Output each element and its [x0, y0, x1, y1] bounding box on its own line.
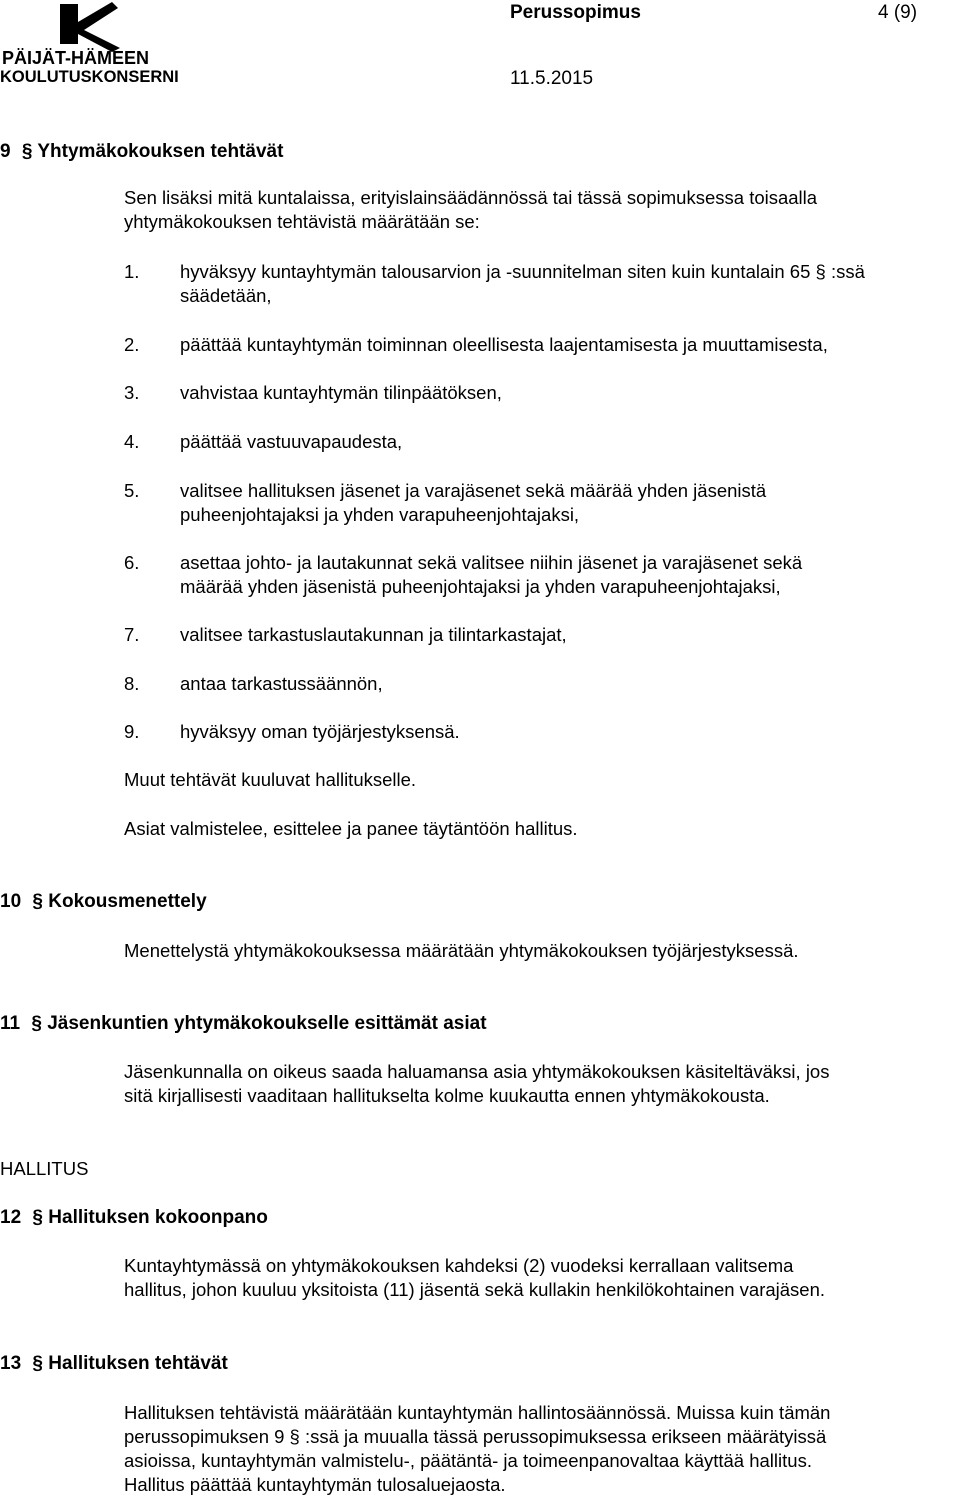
section-title: Hallituksen tehtävät — [48, 1353, 228, 1374]
section-number: 11 — [0, 1013, 21, 1034]
section-sign: § — [32, 1207, 43, 1228]
logo-line1: PÄIJÄT-HÄMEEN — [2, 48, 150, 68]
list-item-number: 9. — [124, 721, 140, 742]
list-item-text: valitsee tarkastuslautakunnan ja tilintarkastajat, — [180, 624, 567, 645]
chapter-label: HALLITUS — [0, 1158, 89, 1179]
paragraph-line: sitä kirjallisesti vaaditaan hallitukselta kolme kuukautta ennen yhtymäkokousta. — [124, 1085, 770, 1106]
section-number: 13 — [0, 1353, 22, 1374]
section-sign: § — [21, 141, 33, 162]
list-item-text: valitsee hallituksen jäsenet ja varajäsenet sekä määrää yhden jäsenistä — [180, 480, 767, 501]
section-sign: § — [31, 1013, 42, 1034]
list-item-text: säädetään, — [180, 285, 272, 306]
section-title: Kokousmenettely — [48, 891, 207, 912]
section-number: 10 — [0, 891, 22, 912]
section-12-text — [124, 1254, 825, 1302]
list-item-text: antaa tarkastussäännön, — [180, 673, 383, 694]
section-title: Hallituksen kokoonpano — [48, 1207, 268, 1228]
list-item-number: 2. — [124, 334, 140, 355]
section-9-intro — [124, 186, 817, 234]
list-item-number: 5. — [124, 480, 140, 501]
list-item-number: 1. — [124, 261, 140, 282]
list-item-text: asettaa johto- ja lautakunnat sekä valitsee niihin jäsenet ja varajäsenet sekä — [180, 552, 803, 573]
list-item-number: 6. — [124, 552, 140, 573]
section-number: 12 — [0, 1207, 22, 1228]
section-number: 9 — [0, 141, 11, 162]
paragraph-line: Hallituksen tehtävistä määrätään kuntayhtymän hallintosäännössä. Muissa kuin tämän — [124, 1402, 831, 1423]
paragraph-line: perussopimuksen 9 § :ssä ja muualla tässä perussopimuksessa erikseen määrätyissä — [124, 1426, 827, 1447]
page-number: 4 (9) — [878, 2, 918, 23]
list-item-text: päättää vastuuvapaudesta, — [180, 431, 403, 452]
section-title: Yhtymäkokouksen tehtävät — [37, 141, 284, 162]
section-12-heading — [0, 1206, 268, 1230]
paragraph-line: Kuntayhtymässä on yhtymäkokouksen kahdeksi (2) vuodeksi kerrallaan valitsema — [124, 1255, 794, 1276]
section-sign: § — [32, 1353, 43, 1374]
list-item-text: vahvistaa kuntayhtymän tilinpäätöksen, — [180, 382, 502, 403]
organization-logo — [0, 0, 190, 86]
list-item-number: 7. — [124, 624, 140, 645]
section-9-outro-2: Asiat valmistelee, esittelee ja panee täytäntöön hallitus. — [124, 818, 578, 839]
intro-line: Sen lisäksi mitä kuntalaissa, erityislainsäädännössä tai tässä sopimuksessa toisaalla — [124, 187, 818, 208]
section-13-heading — [0, 1352, 228, 1376]
document-date: 11.5.2015 — [510, 68, 594, 89]
paragraph-line: Jäsenkunnalla on oikeus saada haluamansa asia yhtymäkokouksen käsiteltäväksi, jos — [124, 1061, 830, 1082]
list-item-text: puheenjohtajaksi ja yhden varapuheenjohtajaksi, — [180, 504, 580, 525]
list-item-text: määrää yhden jäsenistä puheenjohtajaksi ja yhden varapuheenjohtajaksi, — [180, 576, 781, 597]
list-item-text: päättää kuntayhtymän toiminnan oleellisesta laajentamisesta ja muuttamisesta, — [180, 334, 828, 355]
section-title: Jäsenkuntien yhtymäkokoukselle esittämät asiat — [47, 1013, 487, 1034]
paragraph-line: hallitus, johon kuuluu yksitoista (11) jäsentä sekä kullakin henkilökohtainen varajäsen. — [124, 1279, 826, 1300]
list-item-text: hyväksyy oman työjärjestyksensä. — [180, 721, 460, 742]
logo-line2: KOULUTUSKONSERNI — [0, 68, 179, 86]
paragraph-line: asioissa, kuntayhtymän valmistelu-, päätäntä- ja toimeenpanovaltaa käyttää hallitus. — [124, 1450, 812, 1471]
section-sign: § — [32, 891, 43, 912]
list-item-number: 4. — [124, 431, 140, 452]
section-13-text — [124, 1401, 830, 1497]
document-title: Perussopimus — [510, 2, 641, 23]
section-10-text: Menettelystä yhtymäkokouksessa määrätään yhtymäkokouksen työjärjestyksessä. — [124, 940, 799, 961]
section-11-text — [124, 1060, 829, 1108]
k-logo-mark — [0, 0, 190, 86]
section-9-heading — [0, 140, 283, 164]
paragraph-line: Hallitus päättää kuntayhtymän tulosaluejaosta. — [124, 1474, 506, 1495]
section-10-heading — [0, 890, 207, 914]
list-item-number: 8. — [124, 673, 140, 694]
list-item-text: hyväksyy kuntayhtymän talousarvion ja -suunnitelman siten kuin kuntalain 65 § :ssä — [180, 261, 865, 282]
intro-line: yhtymäkokouksen tehtävistä määrätään se: — [124, 211, 480, 232]
section-11-heading — [0, 1012, 487, 1036]
section-9-outro-1: Muut tehtävät kuuluvat hallitukselle. — [124, 769, 417, 790]
list-item-number: 3. — [124, 382, 140, 403]
